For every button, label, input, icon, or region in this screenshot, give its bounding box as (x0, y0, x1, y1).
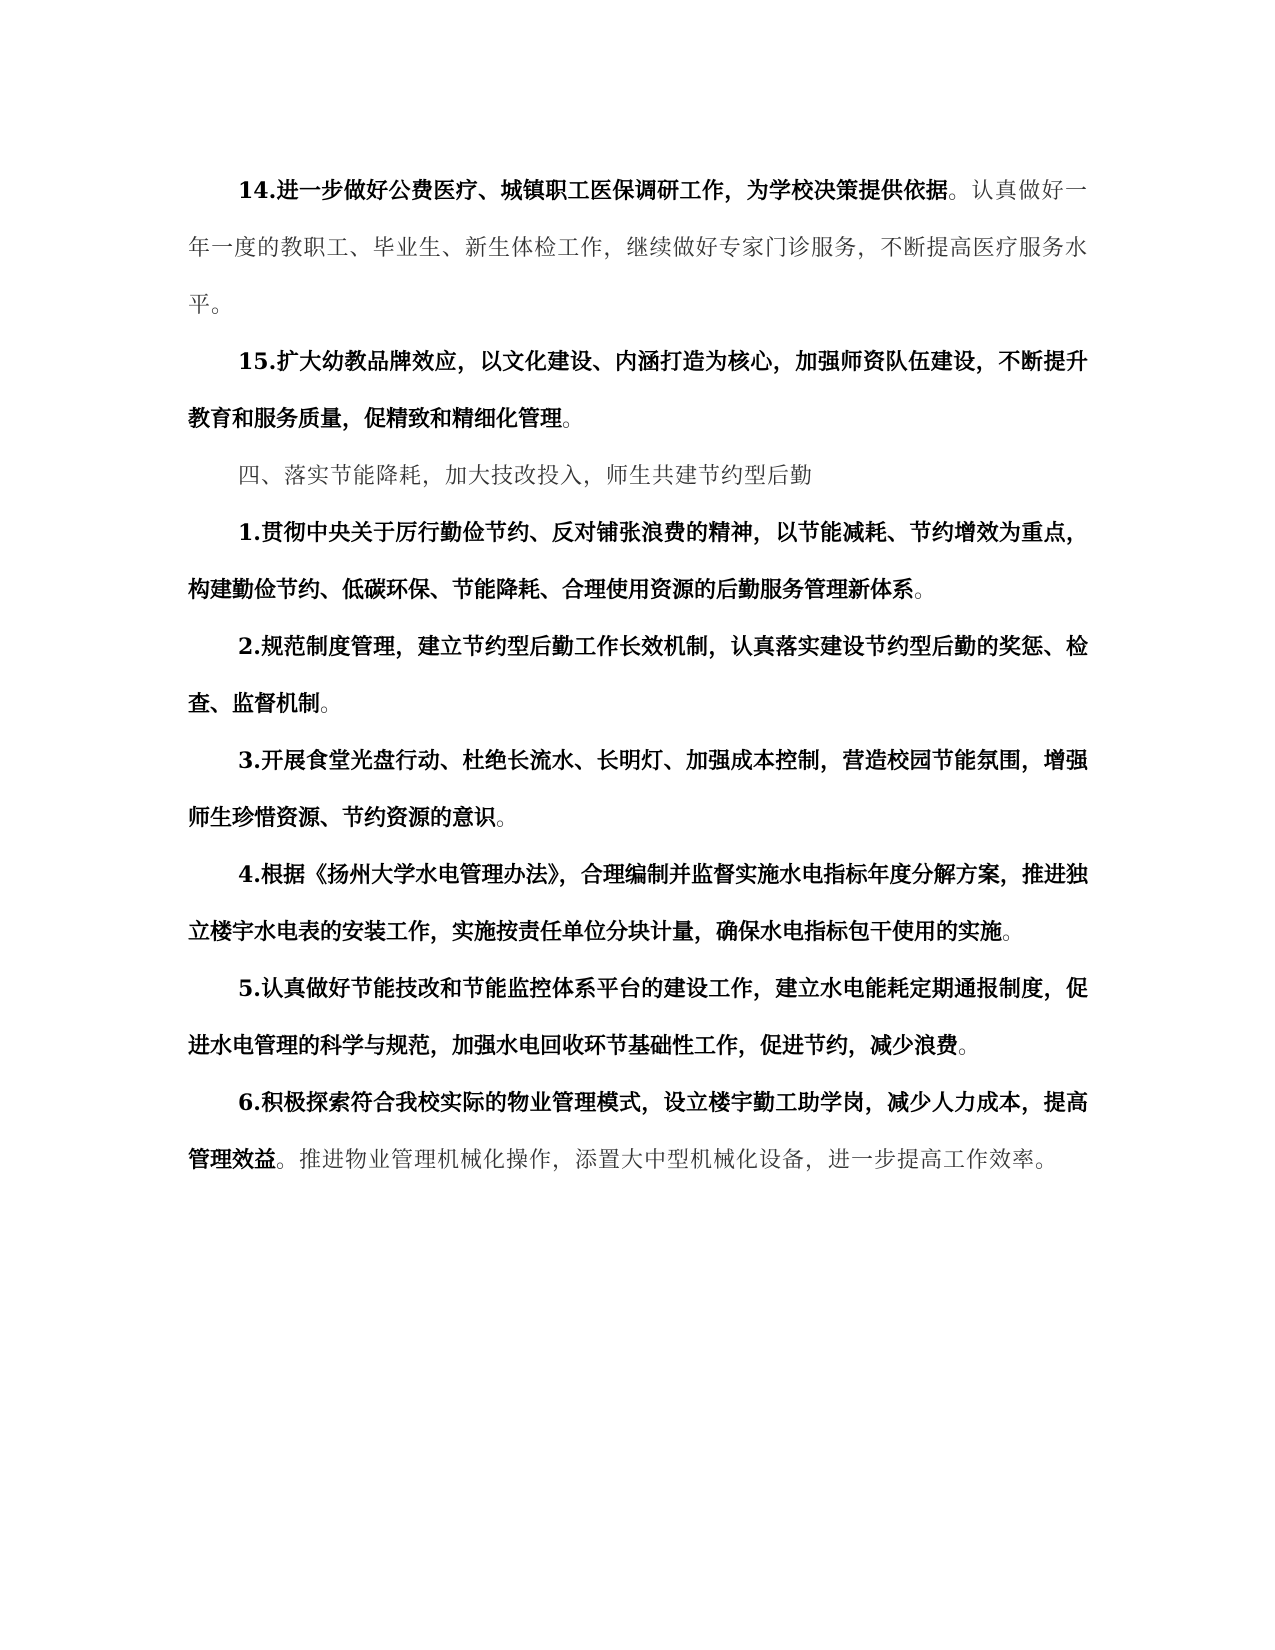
paragraph-15-bold-text: 15.扩大幼教品牌效应，以文化建设、内涵打造为核心，加强师资队伍建设，不断提升教育和服务质量，促精致和精细化管理 (188, 349, 1088, 432)
paragraph-14-text: 。认真做好一年一度的教职工、毕业生、新生体检工作，继续做好专家门诊服务，不断提高医疗服务水平。 (188, 179, 1088, 318)
section-4-item-6-bold-text: 6.积极探索符合我校实际的物业管理模式，设立楼宇勤工助学岗，减少人力成本，提高管理效益 (188, 1090, 1088, 1173)
paragraph-15-text: 。 (562, 407, 586, 432)
section-4-item-5-bold-text: 5.认真做好节能技改和节能监控体系平台的建设工作，建立水电能耗定期通报制度，促进水电管理的科学与规范，加强水电回收环节基础性工作，促进节约，减少浪费 (188, 976, 1088, 1059)
section-4-item-1-bold-text: 1.贯彻中央关于厉行勤俭节约、反对铺张浪费的精神，以节能减耗、节约增效为重点，构建勤俭节约、低碳环保、节能降耗、合理使用资源的后勤服务管理新体系 (188, 520, 1088, 603)
section-4-item-4-bold-text: 4.根据《扬州大学水电管理办法》，合理编制并监督实施水电指标年度分解方案，推进独立楼宇水电表的安装工作，实施按责任单位分块计量，确保水电指标包干使用的实施 (188, 862, 1088, 945)
section-4-item-1-text: 。 (914, 578, 938, 603)
paragraph-14-bold-text: 14.进一步做好公费医疗、城镇职工医保调研工作，为学校决策提供依据 (238, 178, 949, 204)
document-body (188, 163, 1088, 1189)
section-4-item-2 (188, 619, 1088, 733)
section-4-item-3-text: 。 (496, 806, 520, 831)
section-heading-4: 四、落实节能降耗，加大技改投入，师生共建节约型后勤 (238, 464, 814, 489)
section-4-item-1 (188, 505, 1088, 619)
section-4-item-3 (188, 733, 1088, 847)
section-4-item-4 (188, 847, 1088, 961)
paragraph-14 (188, 163, 1088, 334)
section-4-item-4-text: 。 (1002, 920, 1026, 945)
section-4-item-6-text: 。推进物业管理机械化操作，添置大中型机械化设备，进一步提高工作效率。 (276, 1148, 1059, 1173)
section-4-item-6 (188, 1075, 1088, 1189)
section-4-item-2-bold-text: 2.规范制度管理，建立节约型后勤工作长效机制，认真落实建设节约型后勤的奖惩、检查、监督机制 (188, 634, 1088, 717)
section-4-item-5 (188, 961, 1088, 1075)
section-4-item-5-text: 。 (958, 1034, 982, 1059)
paragraph-15 (188, 334, 1088, 448)
section-4-item-3-bold-text: 3.开展食堂光盘行动、杜绝长流水、长明灯、加强成本控制，营造校园节能氛围，增强师生珍惜资源、节约资源的意识 (188, 748, 1088, 831)
section-4-item-2-text: 。 (320, 692, 344, 717)
